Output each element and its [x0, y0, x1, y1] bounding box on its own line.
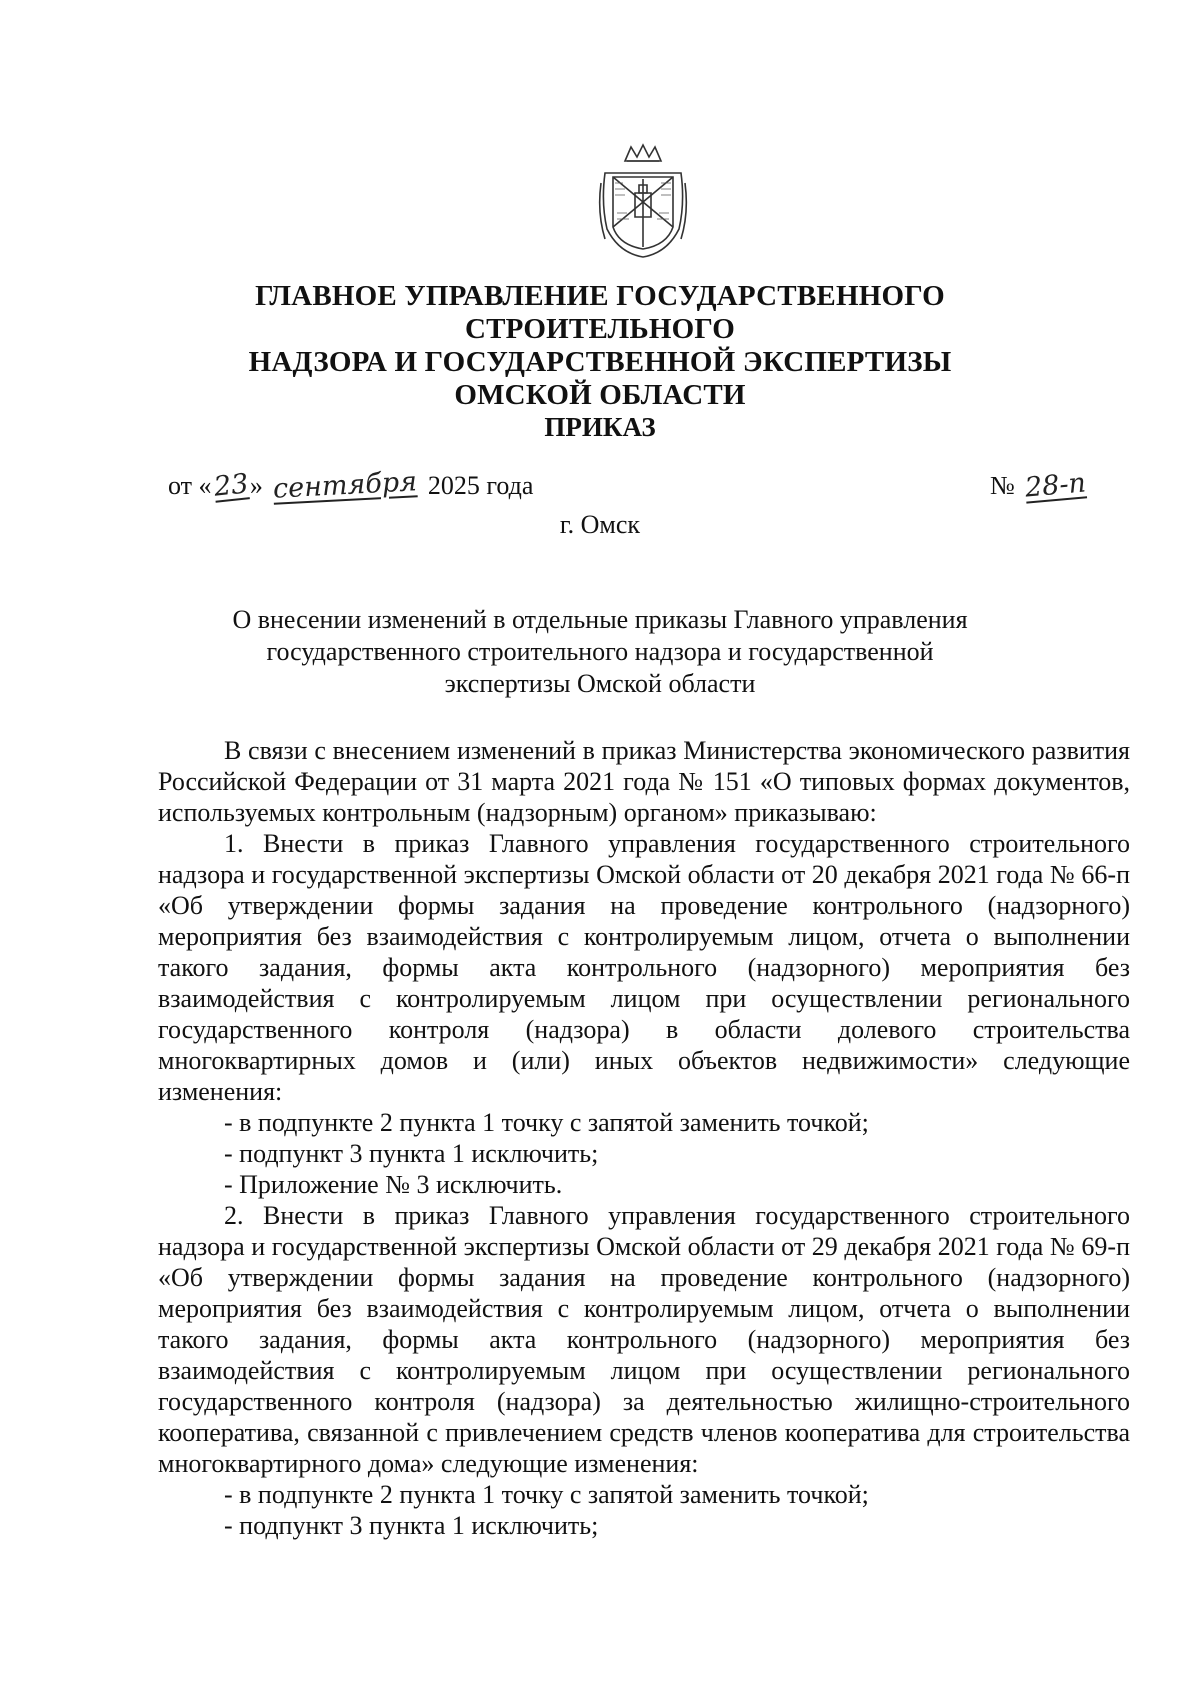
order-body — [158, 735, 1130, 1541]
item-1-subitem-c: - Приложение № 3 исключить. — [224, 1170, 563, 1199]
intro-paragraph: В связи с внесением изменений в приказ Министерства экономического развития Российской Федерации от 31 марта 2021 года № 151 «О типовых формах документов, используемых контрольным (надзорным) органом» приказываю: — [158, 736, 1130, 827]
subject-line-1: О внесении изменений в отдельные приказы Главного управления — [232, 605, 968, 634]
item-2-subitem-a: - в подпункте 2 пункта 1 точку с запятой заменить точкой; — [224, 1480, 869, 1509]
item-1-paragraph: 1. Внести в приказ Главного управления государственного строительного надзора и государственной экспертизы Омской области от 20 декабря 2021 года № 66-п «Об утверждении формы задания на проведение контрольного (надзорного) мероприятия без взаимодействия с контролируемым лицом, отчета о выполнении такого задания, формы акта контрольного (надзорного) мероприятия без взаимодействия с контролируемым лицом при осуществлении регионального государственного контроля (надзора) в области долевого строительства многоквартирных домов и (или) иных объектов недвижимости» следующие изменения: — [158, 829, 1130, 1106]
coat-of-arms-icon — [595, 143, 691, 259]
subject-line-2: государственного строительного надзора и государственной — [266, 637, 934, 666]
date-suffix: 2025 года — [427, 471, 534, 500]
order-subject — [200, 604, 1000, 700]
city: г. Омск — [559, 510, 641, 539]
order-date — [168, 466, 534, 505]
item-1-subitem-a: - в подпункте 2 пункта 1 точку с запятой заменить точкой; — [224, 1108, 869, 1137]
document-type-title: ПРИКАЗ — [544, 412, 656, 442]
org-line-3: ОМСКОЙ ОБЛАСТИ — [454, 379, 746, 411]
number-label: № — [990, 471, 1015, 500]
item-2-paragraph: 2. Внести в приказ Главного управления государственного строительного надзора и государственной экспертизы Омской области от 29 декабря 2021 года № 69-п «Об утверждении формы задания на проведение контрольного (надзорного) мероприятия без взаимодействия с контролируемым лицом, отчета о выполнении такого задания, формы акта контрольного (надзорного) мероприятия без взаимодействия с контролируемым лицом при осуществлении регионального государственного контроля (надзора) за деятельностью жилищно-строительного кооператива, связанной с привлечением средств членов кооператива для строительства многоквартирного дома» следующие изменения: — [158, 1201, 1130, 1478]
date-month-handwritten: сентября — [272, 466, 419, 505]
number-handwritten: 28-п — [1023, 467, 1087, 504]
date-prefix: от « — [168, 471, 212, 500]
org-line-1: ГЛАВНОЕ УПРАВЛЕНИЕ ГОСУДАРСТВЕННОГО СТРОИТЕЛЬНОГО — [255, 280, 945, 345]
subject-line-3: экспертизы Омской области — [444, 669, 756, 698]
date-mid: » — [249, 471, 263, 500]
item-2-subitem-b: - подпункт 3 пункта 1 исключить; — [224, 1511, 599, 1540]
order-number — [990, 467, 1092, 504]
date-day-handwritten: 23 — [212, 468, 250, 503]
organization-name — [150, 280, 1050, 412]
item-1-subitem-b: - подпункт 3 пункта 1 исключить; — [224, 1139, 599, 1168]
org-line-2: НАДЗОРА И ГОСУДАРСТВЕННОЙ ЭКСПЕРТИЗЫ — [248, 346, 952, 378]
